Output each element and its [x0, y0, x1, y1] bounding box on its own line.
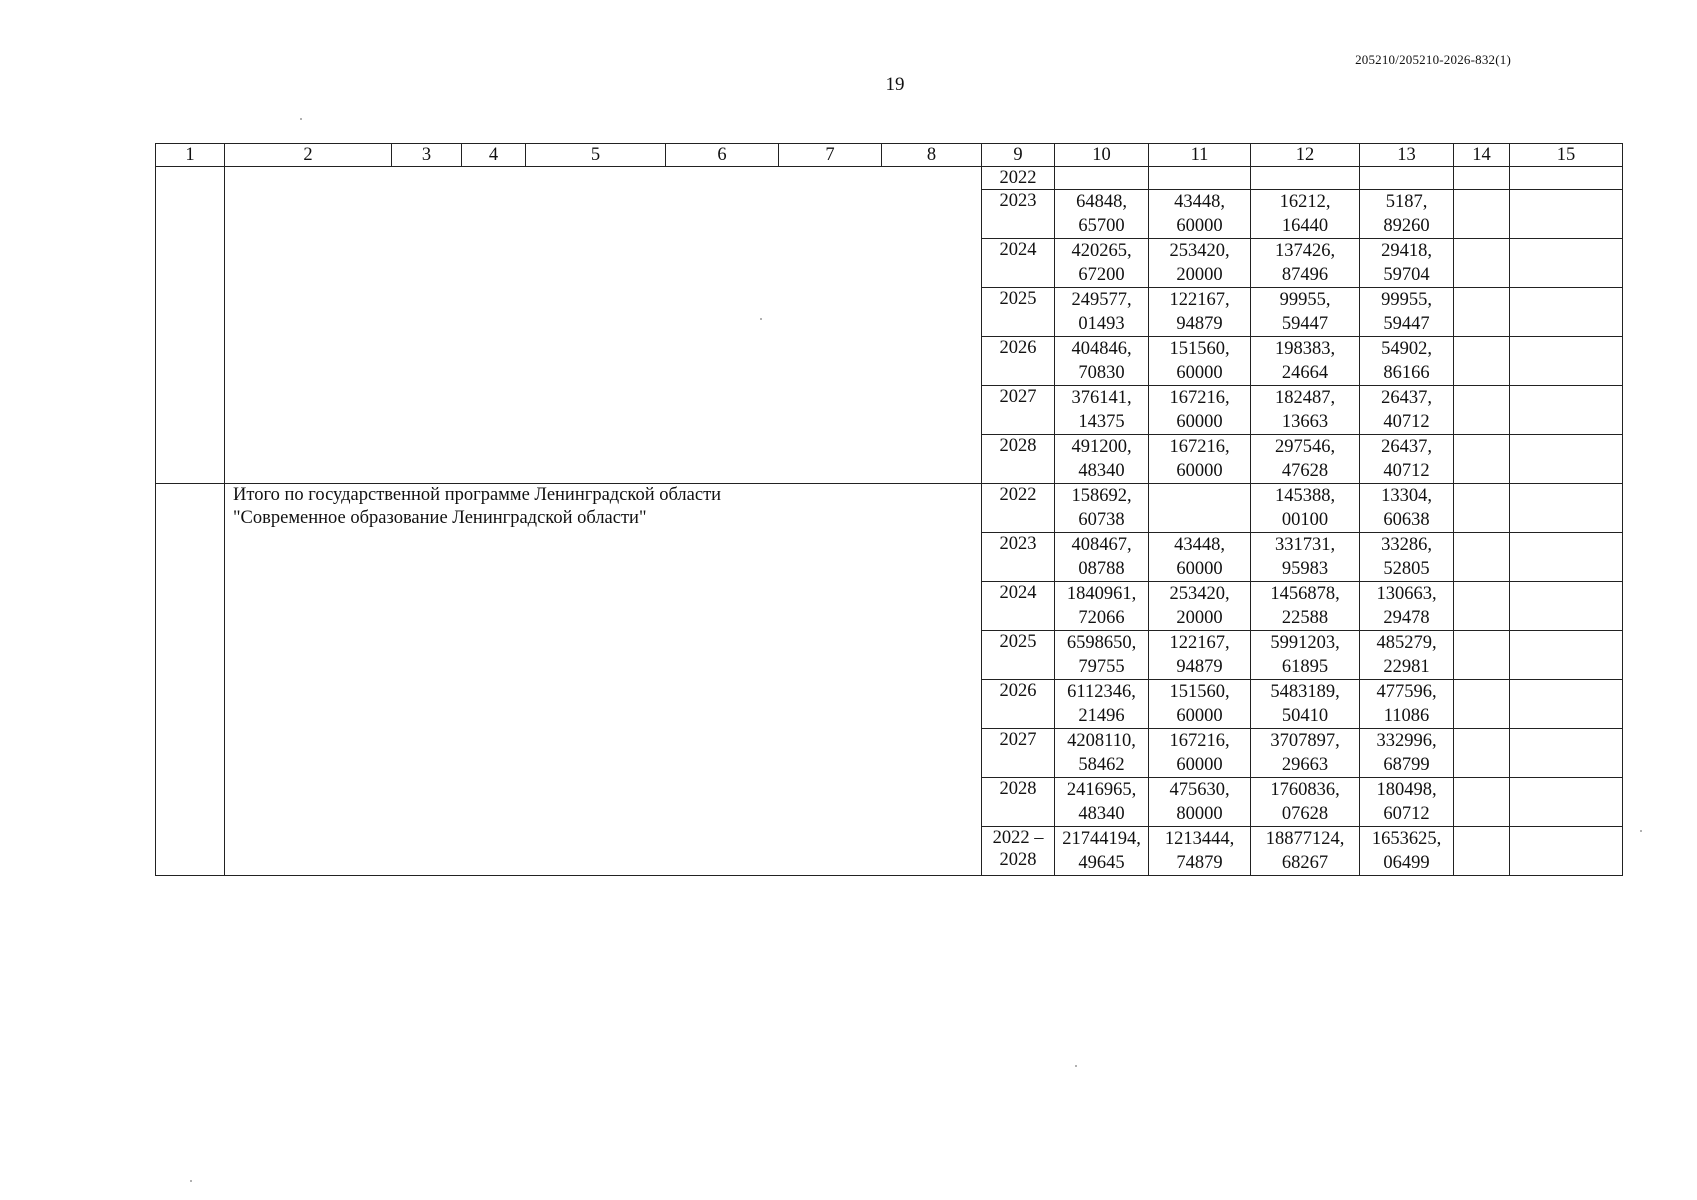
col-header-4: 4	[462, 144, 526, 167]
amount-cell-12: 5483189, 50410	[1251, 680, 1360, 729]
year-cell: 2023	[982, 533, 1055, 582]
col-header-14: 14	[1454, 144, 1510, 167]
amount-cell-12: 3707897, 29663	[1251, 729, 1360, 778]
year-cell: 2024	[982, 582, 1055, 631]
empty-cell-14	[1454, 582, 1510, 631]
empty-cell-14	[1454, 533, 1510, 582]
amount-cell-10: 4208110, 58462	[1055, 729, 1149, 778]
year-cell: 2026	[982, 337, 1055, 386]
scan-speck	[190, 1180, 192, 1182]
amount-cell-13: 54902, 86166	[1360, 337, 1454, 386]
col-header-3: 3	[392, 144, 462, 167]
amount-cell-11: 43448, 60000	[1149, 533, 1251, 582]
year-cell: 2022	[982, 484, 1055, 533]
empty-cell-15	[1510, 827, 1623, 876]
amount-cell-12: 5991203, 61895	[1251, 631, 1360, 680]
amount-cell-10: 1840961, 72066	[1055, 582, 1149, 631]
col-header-12: 12	[1251, 144, 1360, 167]
amount-cell-10: 404846, 70830	[1055, 337, 1149, 386]
year-cell: 2028	[982, 778, 1055, 827]
amount-cell-10: 249577, 01493	[1055, 288, 1149, 337]
amount-cell-13: 13304, 60638	[1360, 484, 1454, 533]
table-row	[156, 167, 1623, 190]
col-header-6: 6	[666, 144, 779, 167]
amount-cell-11: 253420, 20000	[1149, 582, 1251, 631]
amount-cell-13: 29418, 59704	[1360, 239, 1454, 288]
empty-cell-14	[1454, 484, 1510, 533]
program-total-label: Итого по государственной программе Ленинградской области "Современное образование Ленинградской области"	[225, 484, 982, 876]
col-header-7: 7	[779, 144, 882, 167]
amount-cell-13: 33286, 52805	[1360, 533, 1454, 582]
budget-table	[155, 143, 1623, 876]
empty-cell-15	[1510, 239, 1623, 288]
year-cell: 2028	[982, 435, 1055, 484]
amount-cell-10: 6112346, 21496	[1055, 680, 1149, 729]
amount-cell-10: 64848, 65700	[1055, 190, 1149, 239]
year-cell: 2026	[982, 680, 1055, 729]
scan-speck	[1640, 830, 1642, 832]
amount-cell-13	[1360, 167, 1454, 190]
amount-cell-11: 167216, 60000	[1149, 729, 1251, 778]
col-header-8: 8	[882, 144, 982, 167]
empty-cell-15	[1510, 190, 1623, 239]
page-number: 19	[885, 74, 905, 95]
amount-cell-13: 5187, 89260	[1360, 190, 1454, 239]
amount-cell-13: 26437, 40712	[1360, 386, 1454, 435]
empty-cell-14	[1454, 827, 1510, 876]
amount-cell-12: 137426, 87496	[1251, 239, 1360, 288]
empty-cell-15	[1510, 631, 1623, 680]
amount-cell-12: 297546, 47628	[1251, 435, 1360, 484]
amount-cell-11	[1149, 484, 1251, 533]
amount-cell-10: 491200, 48340	[1055, 435, 1149, 484]
year-cell: 2024	[982, 239, 1055, 288]
empty-cell-15	[1510, 680, 1623, 729]
empty-cell-15	[1510, 484, 1623, 533]
empty-cell-14	[1454, 729, 1510, 778]
year-cell: 2025	[982, 288, 1055, 337]
table-row	[156, 484, 1623, 533]
empty-cell-15	[1510, 778, 1623, 827]
scan-speck	[300, 118, 302, 120]
amount-cell-10	[1055, 167, 1149, 190]
amount-cell-12: 1760836, 07628	[1251, 778, 1360, 827]
amount-cell-10: 6598650, 79755	[1055, 631, 1149, 680]
amount-cell-10: 158692, 60738	[1055, 484, 1149, 533]
empty-cell-14	[1454, 680, 1510, 729]
amount-cell-12: 16212, 16440	[1251, 190, 1360, 239]
year-cell: 2025	[982, 631, 1055, 680]
amount-cell-13: 485279, 22981	[1360, 631, 1454, 680]
row-number-cell	[156, 484, 225, 876]
empty-cell-14	[1454, 435, 1510, 484]
amount-cell-13: 477596, 11086	[1360, 680, 1454, 729]
amount-cell-12: 18877124, 68267	[1251, 827, 1360, 876]
empty-cell-15	[1510, 386, 1623, 435]
empty-cell-15	[1510, 435, 1623, 484]
empty-cell-14	[1454, 631, 1510, 680]
scan-speck	[1075, 1065, 1077, 1067]
col-header-13: 13	[1360, 144, 1454, 167]
amount-cell-12: 99955, 59447	[1251, 288, 1360, 337]
col-header-10: 10	[1055, 144, 1149, 167]
empty-cell-14	[1454, 239, 1510, 288]
empty-cell-15	[1510, 167, 1623, 190]
col-header-5: 5	[526, 144, 666, 167]
year-cell: 2027	[982, 729, 1055, 778]
amount-cell-13: 130663, 29478	[1360, 582, 1454, 631]
amount-cell-10: 420265, 67200	[1055, 239, 1149, 288]
row-number-cell	[156, 167, 225, 484]
year-cell: 2027	[982, 386, 1055, 435]
amount-cell-10: 21744194, 49645	[1055, 827, 1149, 876]
empty-cell-15	[1510, 582, 1623, 631]
amount-cell-13: 1653625, 06499	[1360, 827, 1454, 876]
col-header-11: 11	[1149, 144, 1251, 167]
amount-cell-10: 2416965, 48340	[1055, 778, 1149, 827]
amount-cell-12: 1456878, 22588	[1251, 582, 1360, 631]
amount-cell-11	[1149, 167, 1251, 190]
amount-cell-11: 43448, 60000	[1149, 190, 1251, 239]
year-cell: 2022 – 2028	[982, 827, 1055, 876]
empty-cell-14	[1454, 778, 1510, 827]
amount-cell-10: 376141, 14375	[1055, 386, 1149, 435]
amount-cell-11: 167216, 60000	[1149, 386, 1251, 435]
amount-cell-10: 408467, 08788	[1055, 533, 1149, 582]
amount-cell-13: 99955, 59447	[1360, 288, 1454, 337]
empty-cell-14	[1454, 386, 1510, 435]
amount-cell-13: 332996, 68799	[1360, 729, 1454, 778]
column-number-row	[156, 144, 1623, 167]
empty-cell-15	[1510, 729, 1623, 778]
amount-cell-12: 145388, 00100	[1251, 484, 1360, 533]
empty-cell-15	[1510, 288, 1623, 337]
empty-cell-15	[1510, 533, 1623, 582]
merged-empty-cell	[225, 167, 982, 484]
amount-cell-11: 151560, 60000	[1149, 680, 1251, 729]
col-header-9: 9	[982, 144, 1055, 167]
amount-cell-13: 26437, 40712	[1360, 435, 1454, 484]
amount-cell-11: 122167, 94879	[1149, 631, 1251, 680]
empty-cell-14	[1454, 167, 1510, 190]
amount-cell-13: 180498, 60712	[1360, 778, 1454, 827]
year-cell: 2023	[982, 190, 1055, 239]
empty-cell-14	[1454, 337, 1510, 386]
col-header-1: 1	[156, 144, 225, 167]
amount-cell-12: 182487, 13663	[1251, 386, 1360, 435]
amount-cell-12: 198383, 24664	[1251, 337, 1360, 386]
empty-cell-15	[1510, 337, 1623, 386]
empty-cell-14	[1454, 288, 1510, 337]
amount-cell-11: 122167, 94879	[1149, 288, 1251, 337]
col-header-2: 2	[225, 144, 392, 167]
document-id: 205210/205210-2026-832(1)	[1355, 52, 1511, 67]
amount-cell-11: 475630, 80000	[1149, 778, 1251, 827]
amount-cell-11: 1213444, 74879	[1149, 827, 1251, 876]
amount-cell-11: 167216, 60000	[1149, 435, 1251, 484]
col-header-15: 15	[1510, 144, 1623, 167]
amount-cell-12	[1251, 167, 1360, 190]
amount-cell-12: 331731, 95983	[1251, 533, 1360, 582]
year-cell: 2022	[982, 167, 1055, 190]
amount-cell-11: 151560, 60000	[1149, 337, 1251, 386]
amount-cell-11: 253420, 20000	[1149, 239, 1251, 288]
empty-cell-14	[1454, 190, 1510, 239]
